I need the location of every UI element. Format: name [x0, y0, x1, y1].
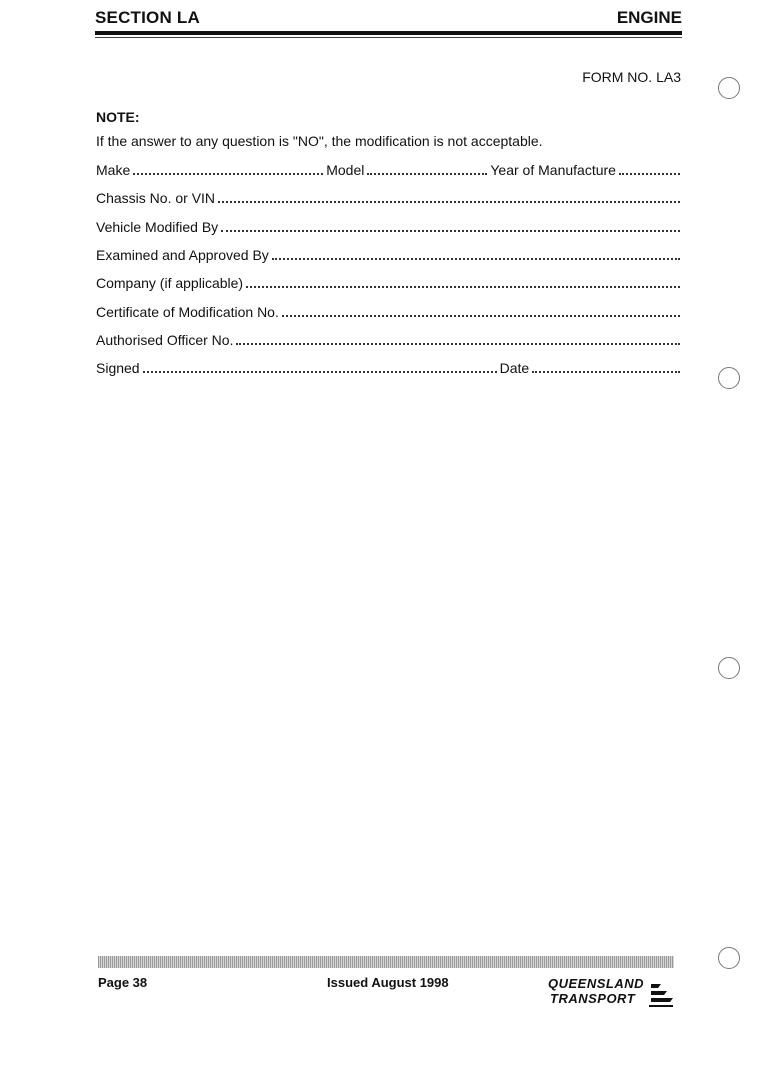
logo-line2: TRANSPORT [550, 991, 636, 1006]
company-row [96, 273, 680, 291]
certificate-label: Certificate of Modification No. [96, 304, 279, 320]
officer-field[interactable] [236, 342, 680, 345]
header-rule [95, 31, 682, 35]
year-label: Year of Manufacture [490, 162, 616, 178]
modified-by-row [96, 217, 680, 235]
model-field[interactable] [367, 172, 487, 175]
topic-title: ENGINE [616, 8, 682, 27]
officer-label: Authorised Officer No. [96, 332, 234, 348]
form-number: FORM NO. LA3 [582, 69, 681, 85]
queensland-transport-logo [548, 976, 676, 1012]
binder-hole [718, 77, 740, 99]
chassis-label: Chassis No. or VIN [96, 190, 216, 206]
issue-date: Issued August 1998 [327, 975, 449, 990]
examined-label: Examined and Approved By [96, 247, 269, 263]
binder-hole [718, 947, 740, 969]
binder-hole [718, 367, 740, 389]
examined-row [96, 245, 680, 263]
logo-mark-icon [649, 980, 673, 1008]
note-title: NOTE: [96, 109, 140, 125]
section-title: SECTION LA [95, 8, 200, 27]
date-field[interactable] [532, 370, 680, 373]
chassis-field[interactable] [218, 200, 680, 203]
chassis-row [96, 188, 680, 206]
certificate-row [96, 302, 680, 320]
date-label: Date [499, 360, 530, 376]
year-field[interactable] [619, 172, 680, 175]
modified-by-label: Vehicle Modified By [96, 219, 219, 235]
make-field[interactable] [133, 172, 323, 175]
page-number: Page 38 [98, 975, 148, 990]
make-label: Make [96, 162, 131, 178]
examined-field[interactable] [272, 257, 680, 260]
footer-band [98, 956, 674, 968]
company-field[interactable] [246, 285, 680, 288]
signed-label: Signed [96, 360, 140, 376]
note-text: If the answer to any question is "NO", the modification is not acceptable. [96, 133, 543, 149]
modified-by-field[interactable] [221, 229, 680, 232]
officer-row [96, 330, 680, 348]
header-rule-thin [95, 37, 682, 38]
logo-line1: QUEENSLAND [548, 976, 645, 991]
page-header [95, 8, 682, 30]
model-label: Model [326, 162, 365, 178]
make-model-year-row [96, 160, 680, 178]
signed-date-row [96, 358, 680, 376]
signed-field[interactable] [143, 370, 497, 373]
certificate-field[interactable] [282, 314, 680, 317]
binder-hole [718, 657, 740, 679]
company-label: Company (if applicable) [96, 275, 244, 291]
